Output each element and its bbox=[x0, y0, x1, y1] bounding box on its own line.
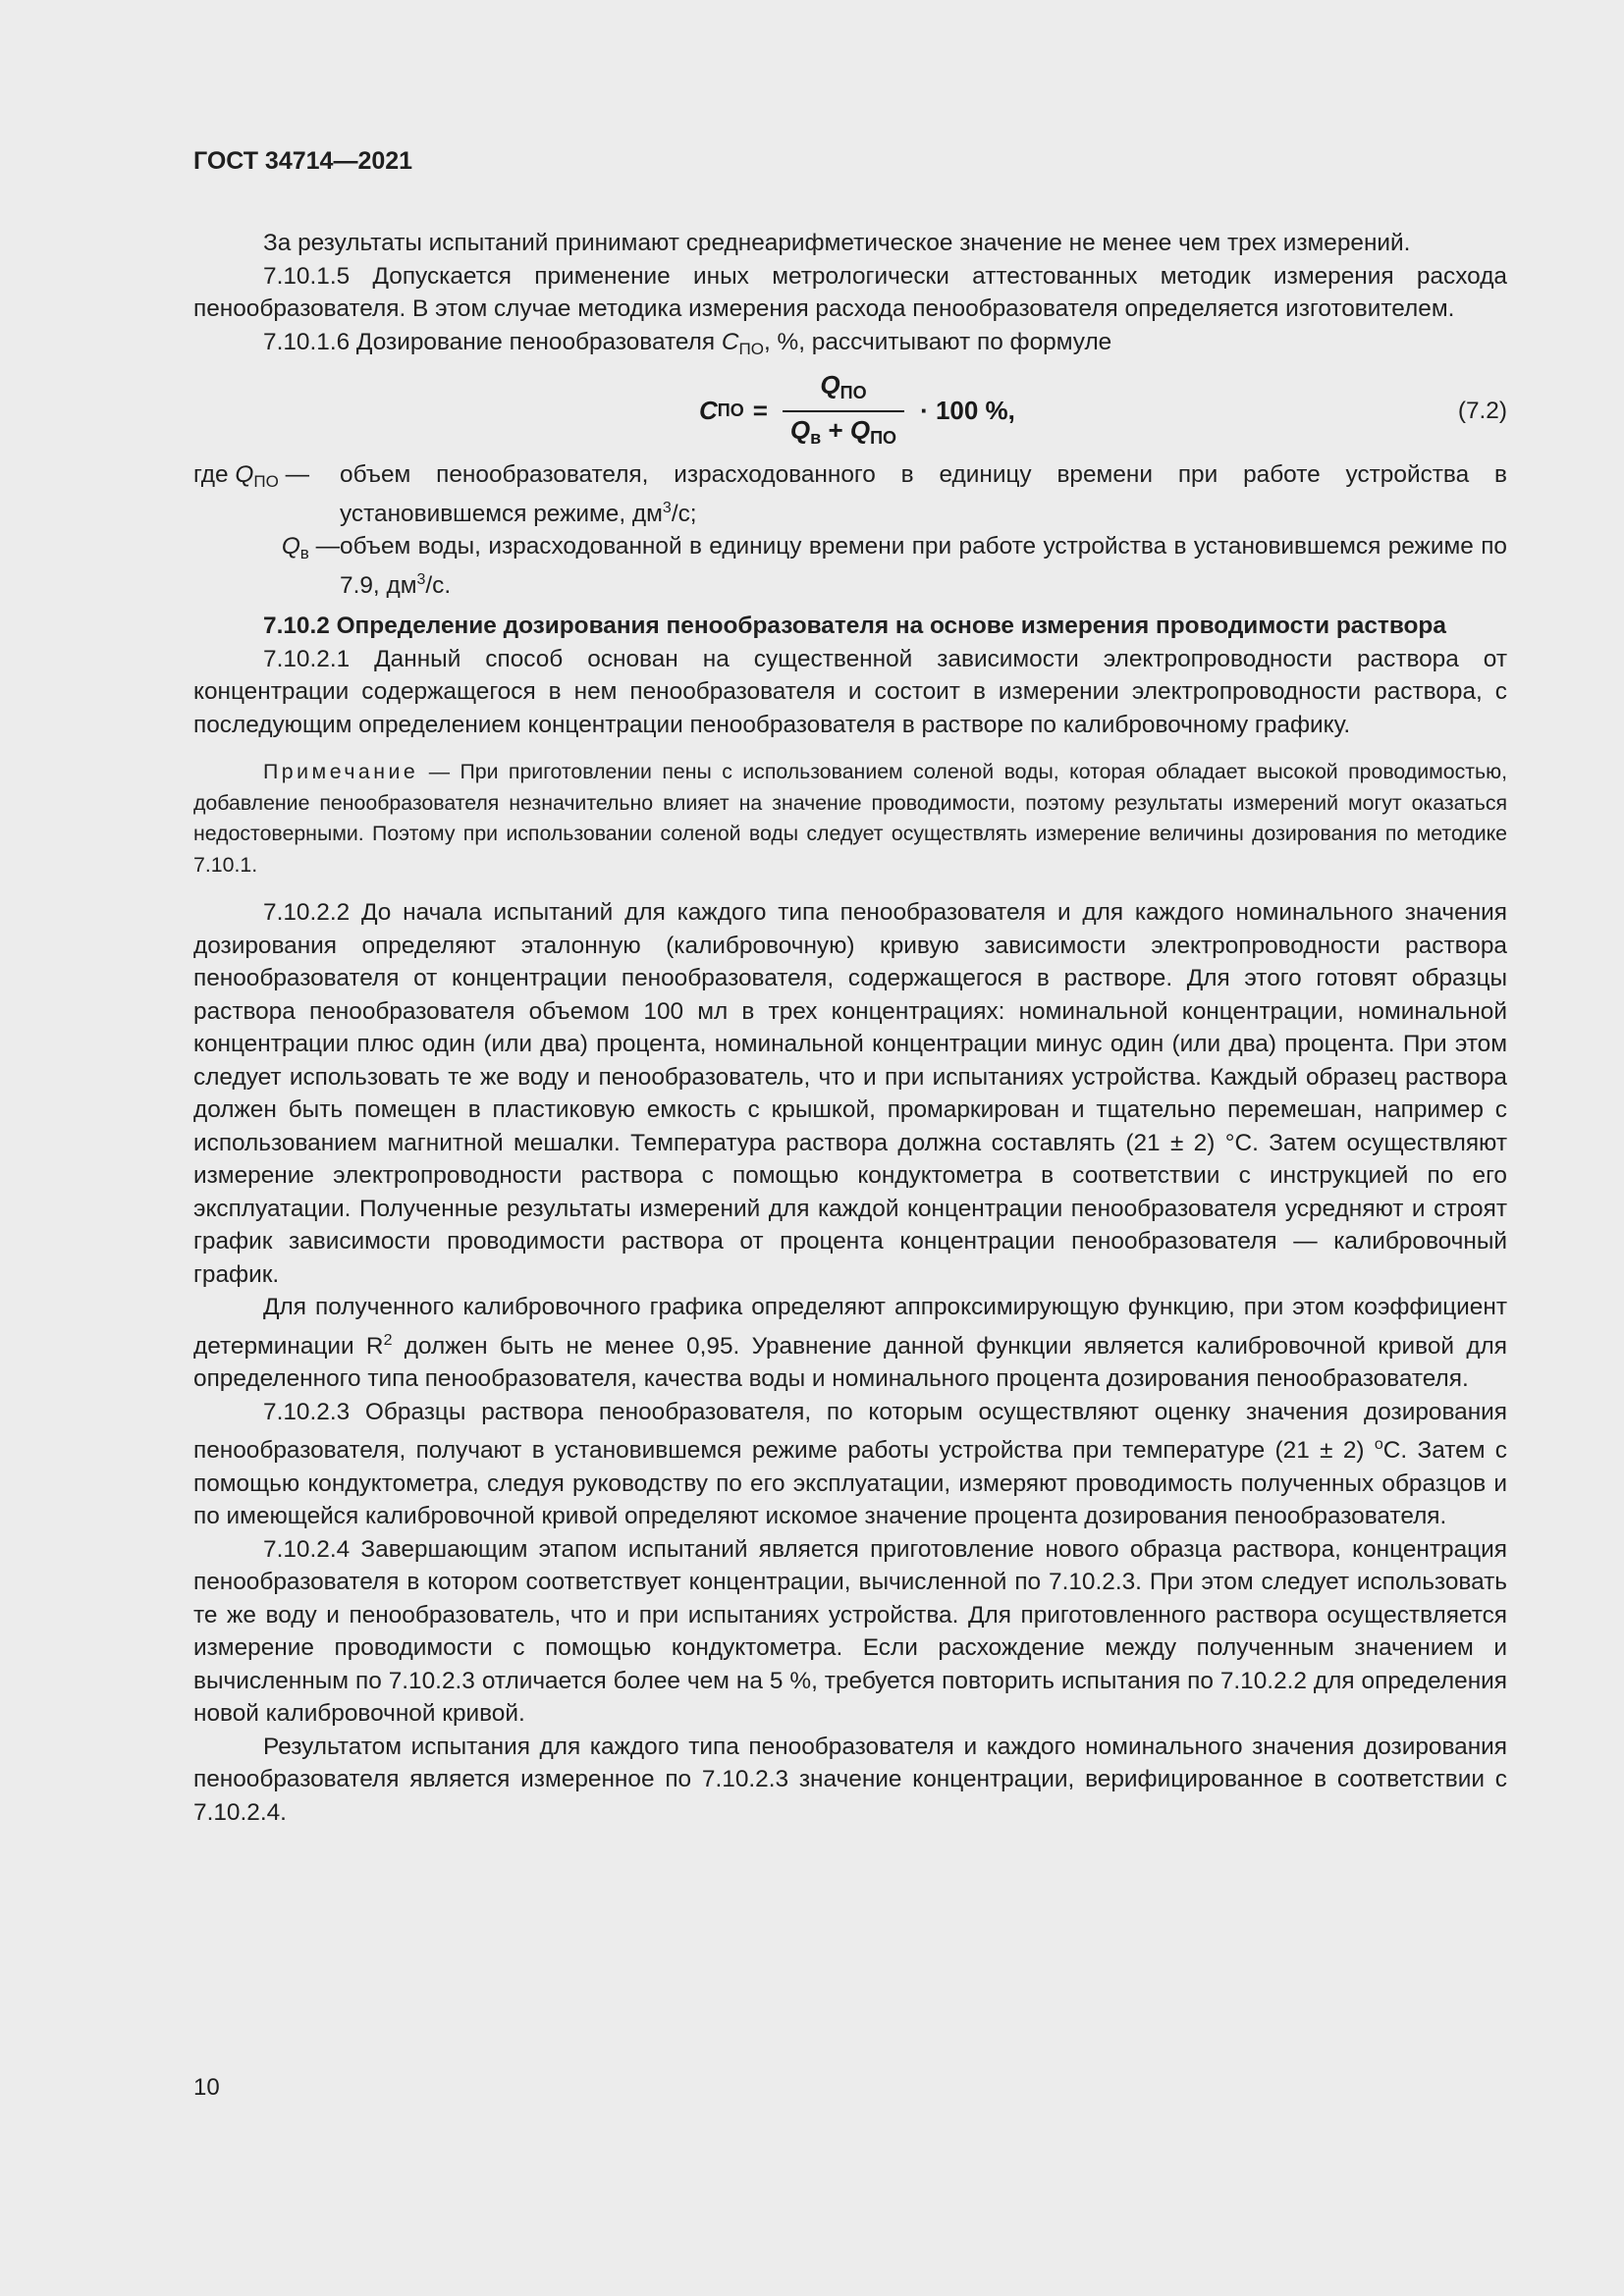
definition-variable-subscript: в bbox=[299, 544, 309, 562]
paragraph-7-10-1-6-text-end: , %, рассчитывают по формуле bbox=[763, 328, 1112, 355]
formula-7-2 bbox=[193, 366, 1507, 456]
formula-denominator-plus: + bbox=[821, 415, 850, 445]
paragraph-7-10-2-3-start: 7.10.2.3 Образцы раствора пенообразователя, по которым осуществляют оценку значения дозирования пенообразователя, получают в установившемся режиме работы устройства при температуре (21 ± 2) bbox=[193, 1398, 1507, 1464]
note-dash: — bbox=[418, 760, 460, 783]
paragraph-approximation-start: Для полученного калибровочного графика определяют аппроксимирующую функцию, при этом коэффициент детерминации R bbox=[193, 1294, 1507, 1360]
formula-numerator bbox=[806, 370, 880, 410]
definition-symbol bbox=[193, 530, 340, 570]
note bbox=[193, 757, 1507, 881]
formula-numerator-symbol: Q bbox=[820, 370, 840, 400]
definition-text bbox=[340, 530, 1507, 602]
paragraph-7-10-2-2: 7.10.2.2 До начала испытаний для каждого типа пенообразователя и для каждого номинального значения дозирования определяют эталонную (калибровочную) кривую зависимости электропроводности раствора пенообразователя от концентрации пенообразователя, содержащегося в растворе. Для этого готовят образцы раствора пенообразователя объемом 100 мл в трех концентрациях: номинальной концентрации, номинальной концентрации плюс один (или два) процента, номинальной концентрации минус один (или два) процента. При этом следует использовать те же воду и пенообразователь, что и при испытаниях устройства. Каждый образец раствора должен быть помещен в пластиковую емкость с крышкой, промаркирован и тщательно перемешан, например с использованием магнитной мешалки. Температура раствора должна составлять (21 ± 2) °С. Затем осуществляют измерение электропроводности раствора с помощью кондуктометра в соответствии с инструкцией по его эксплуатации. Полученные результаты измерений для каждой концентрации пенообразователя усредняют и строят график зависимости проводимости раствора от процента концентрации пенообразователя — калибровочный график. bbox=[193, 899, 1507, 1288]
definition-text-body: объем воды, израсходованной в единицу времени при работе устройства в установившемся режиме по 7.9, дм bbox=[340, 533, 1507, 599]
formula-numerator-subscript: ПО bbox=[839, 383, 867, 402]
formula-definitions bbox=[193, 458, 1507, 602]
definition-text-body: объем пенообразователя, израсходованного в единицу времени при работе устройства в установившемся режиме, дм bbox=[340, 461, 1507, 527]
paragraph-7-10-1-6 bbox=[193, 326, 1507, 366]
paragraph-7-10-2-4: 7.10.2.4 Завершающим этапом испытаний является приготовление нового образца раствора, концентрация пенообразователя в котором соответствует концентрации, вычисленной по 7.10.2.3. При этом следует использовать те же воду и пенообразователь, что и при испытаниях устройства. Для приготовленного раствора осуществляется измерение проводимости с помощью кондуктометра. Если расхождение между полученным значением и вычисленным по 7.10.2.3 отличается более чем на 5 %, требуется повторить испытания по 7.10.2.2 для определения новой калибровочной кривой. bbox=[193, 1535, 1507, 1727]
paragraph-result-mean: За результаты испытаний принимают среднеарифметическое значение не менее чем трех измерений. bbox=[263, 230, 1411, 256]
definition-variable: Q bbox=[235, 461, 254, 488]
page-number: 10 bbox=[193, 2074, 220, 2101]
formula-lhs: C bbox=[699, 396, 718, 426]
formula-denominator-subscript-a: в bbox=[810, 428, 822, 448]
definition-text-unit: /с; bbox=[671, 500, 697, 527]
paragraph-7-10-1-6-text-start: 7.10.1.6 Дозирование пенообразователя bbox=[263, 328, 722, 355]
definition-unit-superscript: 3 bbox=[416, 570, 426, 588]
formula-multiplier: · 100 %, bbox=[920, 396, 1015, 426]
definition-prefix: где bbox=[193, 461, 236, 488]
note-text: При приготовлении пены с использованием соленой воды, которая обладает высокой проводимостью, добавление пенообразователя незначительно влияет на значение проводимости, поэтому результаты измерений могут оказаться недостоверными. Поэтому при использовании соленой воды следует осуществлять измерение величины дозирования по методике 7.10.1. bbox=[193, 760, 1507, 877]
definition-dash: — bbox=[278, 461, 309, 488]
formula-lhs-subscript: ПО bbox=[717, 400, 744, 421]
definition-water-volume bbox=[193, 530, 1507, 602]
definition-text-unit: /с. bbox=[425, 571, 452, 599]
page-content bbox=[193, 144, 1507, 1829]
degree-superscript: о bbox=[1374, 1436, 1383, 1453]
formula-denominator-symbol-b: Q bbox=[849, 415, 871, 445]
formula-denominator bbox=[783, 412, 904, 453]
definition-variable-subscript: ПО bbox=[253, 472, 279, 491]
definition-foam-volume bbox=[193, 458, 1507, 530]
note-label: Примечание bbox=[263, 760, 419, 783]
formula-denominator-subscript-b: ПО bbox=[870, 428, 897, 448]
paragraph-7-10-2-3-end: С. Затем с помощью кондуктометра, следуя руководству по его эксплуатации, измеряют проводимость полученных образцов и по имеющейся калибровочной кривой определяют искомое значение процента дозирования пенообразователя. bbox=[193, 1437, 1507, 1529]
formula-equals: = bbox=[752, 396, 768, 426]
paragraph-7-10-2-3 bbox=[193, 1396, 1507, 1533]
paragraph-approximation bbox=[193, 1291, 1507, 1396]
dosage-symbol-subscript: ПО bbox=[738, 339, 764, 358]
definition-text bbox=[340, 458, 1507, 530]
paragraph-7-10-2-1: 7.10.2.1 Данный способ основан на существенной зависимости электропроводности раствора от концентрации содержащегося в нем пенообразователя и состоит в измерении электропроводности раствора, с последующим определением концентрации пенообразователя в растворе по калибровочному графику. bbox=[193, 645, 1507, 738]
definition-dash: — bbox=[308, 533, 340, 560]
paragraph-7-10-1-5: 7.10.1.5 Допускается применение иных метрологически аттестованных методик измерения расхода пенообразователя. В этом случае методика измерения расхода пенообразователя определяется изготовителем. bbox=[193, 262, 1507, 322]
definition-variable: Q bbox=[281, 533, 300, 560]
document-id: ГОСТ 34714—2021 bbox=[193, 147, 413, 175]
paragraph-test-result: Результатом испытания для каждого типа пенообразователя и каждого номинального значения дозирования пенообразователя является измеренное по 7.10.2.3 значение концентрации, верифицированное в соответствии с 7.10.2.4. bbox=[193, 1733, 1507, 1826]
formula-expression bbox=[699, 366, 1015, 456]
formula-fraction bbox=[783, 370, 904, 453]
definition-symbol bbox=[193, 458, 340, 499]
r-squared-superscript: 2 bbox=[383, 1331, 393, 1349]
formula-denominator-symbol-a: Q bbox=[789, 415, 811, 445]
paragraph-approximation-end: должен быть не менее 0,95. Уравнение данной функции является калибровочной кривой для определенного типа пенообразователя, качества воды и номинального процента дозирования пенообразователя. bbox=[193, 1332, 1507, 1392]
definition-unit-superscript: 3 bbox=[662, 499, 672, 516]
formula-number: (7.2) bbox=[1457, 398, 1507, 424]
dosage-symbol: C bbox=[721, 328, 739, 355]
section-heading-7-10-2: 7.10.2 Определение дозирования пенообразователя на основе измерения проводимости раствора bbox=[263, 613, 1446, 639]
